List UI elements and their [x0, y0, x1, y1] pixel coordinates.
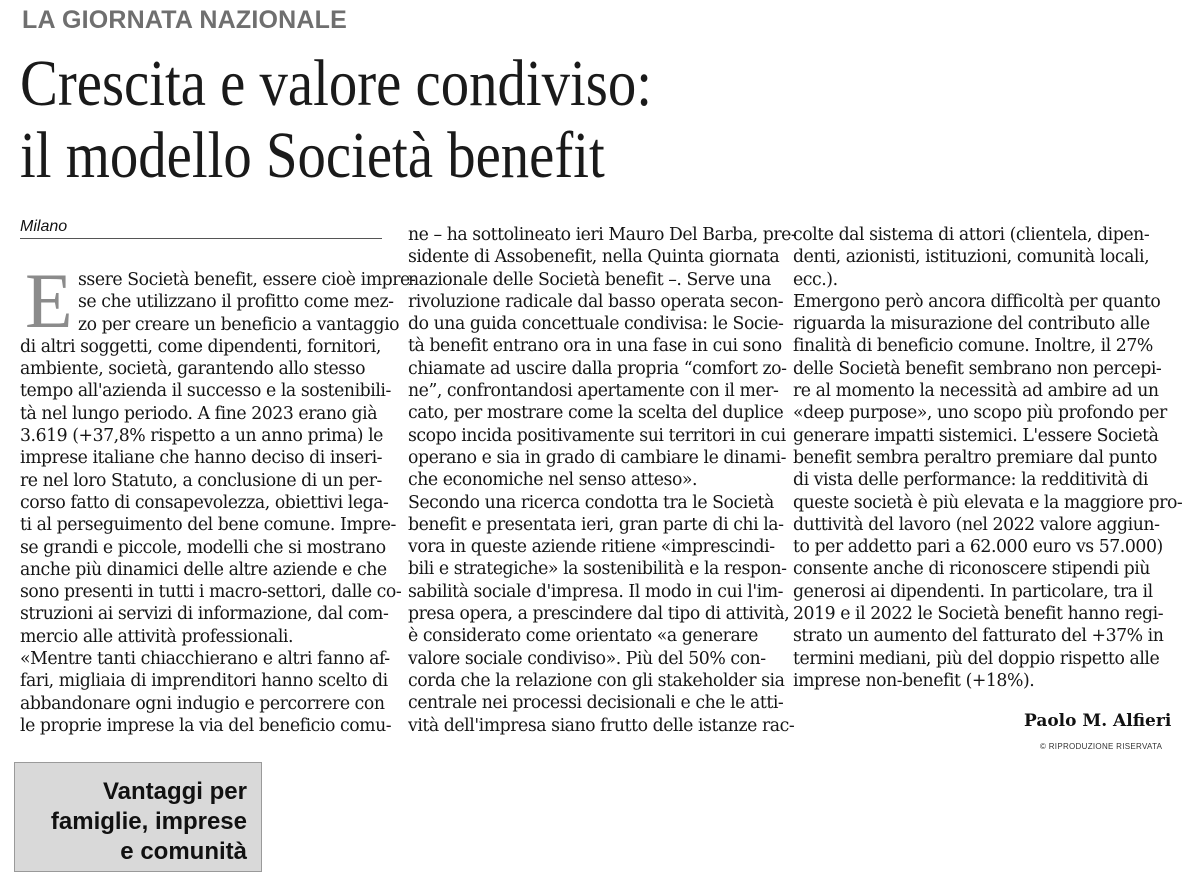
- text-line: scopo incida positivamente sui territori in cui: [408, 425, 786, 446]
- dateline: Milano: [20, 218, 382, 239]
- text-line: anche più dinamici delle altre aziende e che: [20, 559, 387, 580]
- article-column-3: [793, 224, 1182, 692]
- text-line: fari, migliaia di imprenditori hanno scelto di: [20, 671, 388, 692]
- related-title-line-2: famiglie, imprese: [50, 808, 247, 835]
- text-line: che economiche nel senso atteso».: [408, 470, 698, 491]
- text-line: consente anche di riconoscere stipendi più: [793, 559, 1150, 580]
- headline-line-2: il modello Società benefit: [20, 119, 605, 192]
- text-line: nazionale delle Società benefit –. Serve una: [408, 269, 771, 290]
- text-line: finalità di beneficio comune. Inoltre, il 27%: [793, 336, 1153, 357]
- section-kicker: LA GIORNATA NAZIONALE: [22, 6, 348, 34]
- author-byline: Paolo M. Alfieri: [1024, 711, 1172, 731]
- text-line: sidente di Assobenefit, nella Quinta giornata: [408, 247, 780, 268]
- text-line: di altri soggetti, come dipendenti, fornitori,: [20, 336, 381, 357]
- text-line: 3.619 (+37,8% rispetto a un anno prima) le: [20, 426, 383, 447]
- text-line: re nel loro Statuto, a conclusione di un per-: [20, 470, 382, 491]
- text-line: sono presenti in tutti i macro-settori, dalle co-: [20, 582, 402, 603]
- text-line: queste società è più elevata e la maggiore pro-: [793, 492, 1183, 513]
- text-line: è considerato come orientato «a generare: [408, 626, 758, 647]
- text-line: ne”, confrontandosi apertamente con il mer-: [408, 381, 779, 402]
- text-line: imprese italiane che hanno deciso di inseri-: [20, 448, 383, 469]
- text-line: benefit e presentata ieri, gran parte di chi la-: [408, 514, 784, 535]
- text-line: corda che la relazione con gli stakeholder sia: [408, 670, 785, 691]
- text-line: strato un aumento del fatturato del +37% in: [793, 626, 1164, 647]
- text-line: tà benefit entrano ora in una fase in cui sono: [408, 336, 782, 357]
- text-line: duttività del lavoro (nel 2022 valore aggiun-: [793, 514, 1160, 535]
- text-line: colte dal sistema di attori (clientela, dipen-: [793, 225, 1150, 245]
- text-line: le proprie imprese la via del beneficio comu-: [20, 715, 392, 736]
- text-line: re al momento la necessità ad ambire ad un: [793, 381, 1159, 402]
- text-line: tà nel lungo periodo. A fine 2023 erano già: [20, 403, 378, 424]
- text-line: vora in queste aziende ritiene «imprescindi-: [408, 537, 775, 558]
- text-line: operano e sia in grado di cambiare le dinami-: [408, 447, 787, 468]
- text-line: struzioni ai servizi di informazione, dal com-: [20, 604, 389, 625]
- text-line: presa opera, a prescindere dal tipo di attività,: [408, 604, 790, 625]
- text-line: se che utilizzano il profitto come mez-: [78, 292, 394, 313]
- text-line: ne – ha sottolineato ieri Mauro Del Barba, pre-: [408, 225, 797, 245]
- text-line: di vista delle performance: la redditività di: [793, 470, 1149, 491]
- related-title-line-3: e comunità: [120, 838, 247, 865]
- text-line: se grandi e piccole, modelli che si mostrano: [20, 537, 386, 558]
- text-line: Emergono però ancora difficoltà per quanto: [793, 291, 1161, 312]
- text-line: bili e strategiche» la sostenibilità e la respon-: [408, 559, 787, 580]
- text-line: do una guida concettuale condivisa: le Socie-: [408, 314, 784, 335]
- related-article-box: [14, 762, 262, 872]
- text-line: vità dell'impresa siano frutto delle istanze rac-: [408, 715, 795, 736]
- text-line: imprese non-benefit (+18%).: [793, 670, 1035, 691]
- text-line: valore sociale condiviso». Più del 50% con-: [408, 648, 766, 669]
- article-column-1: [20, 257, 416, 737]
- text-line: delle Società benefit sembrano non percepi-: [793, 358, 1162, 379]
- text-line: to per addetto pari a 62.000 euro vs 57.000): [793, 537, 1163, 558]
- headline: [20, 48, 1018, 192]
- text-line: «Mentre tanti chiacchierano e altri fanno af-: [20, 649, 390, 670]
- text-line: centrale nei processi decisionali e che le atti-: [408, 693, 784, 714]
- text-line: denti, azionisti, istituzioni, comunità locali,: [793, 247, 1150, 268]
- text-line: termini mediani, più del doppio rispetto alle: [793, 648, 1160, 669]
- drop-cap: E: [25, 257, 73, 344]
- text-line: tempo all'azienda il successo e la sostenibili-: [20, 381, 391, 402]
- text-line: ecc.).: [793, 269, 838, 290]
- related-article-title: [51, 777, 247, 867]
- text-line: ambiente, società, garantendo allo stesso: [20, 359, 366, 380]
- text-line: abbandonare ogni indugio e percorrere con: [20, 693, 385, 714]
- text-line: «deep purpose», uno scopo più profondo per: [793, 403, 1167, 424]
- text-line: ti al perseguimento del bene comune. Impre-: [20, 515, 396, 536]
- article-column-2: [408, 224, 796, 737]
- text-line: sabilità sociale d'impresa. Il modo in cui l'im-: [408, 581, 784, 602]
- text-line: 2019 e il 2022 le Società benefit hanno regi-: [793, 604, 1164, 625]
- text-line: ssere Società benefit, essere cioè impre-: [78, 270, 416, 290]
- text-line: corso fatto di consapevolezza, obiettivi lega-: [20, 492, 389, 513]
- copyright-notice: © RIPRODUZIONE RISERVATA: [1040, 742, 1163, 751]
- text-line: generosi ai dipendenti. In particolare, tra il: [793, 581, 1153, 602]
- text-line: riguarda la misurazione del contributo alle: [793, 314, 1150, 335]
- text-line: rivoluzione radicale dal basso operata secon-: [408, 291, 784, 312]
- text-line: mercio alle attività professionali.: [20, 626, 294, 647]
- text-line: benefit sembra peraltro premiare dal punto: [793, 447, 1157, 468]
- related-title-line-1: Vantaggi per: [102, 778, 247, 805]
- text-line: cato, per mostrare come la scelta del duplice: [408, 403, 784, 424]
- headline-line-1: Crescita e valore condiviso:: [20, 47, 653, 120]
- text-line: zo per creare un beneficio a vantaggio: [78, 314, 400, 335]
- text-line: generare impatti sistemici. L'essere Società: [793, 425, 1159, 446]
- text-line: Secondo una ricerca condotta tra le Società: [408, 492, 774, 513]
- text-line: chiamate ad uscire dalla propria “comfort zo-: [408, 358, 787, 379]
